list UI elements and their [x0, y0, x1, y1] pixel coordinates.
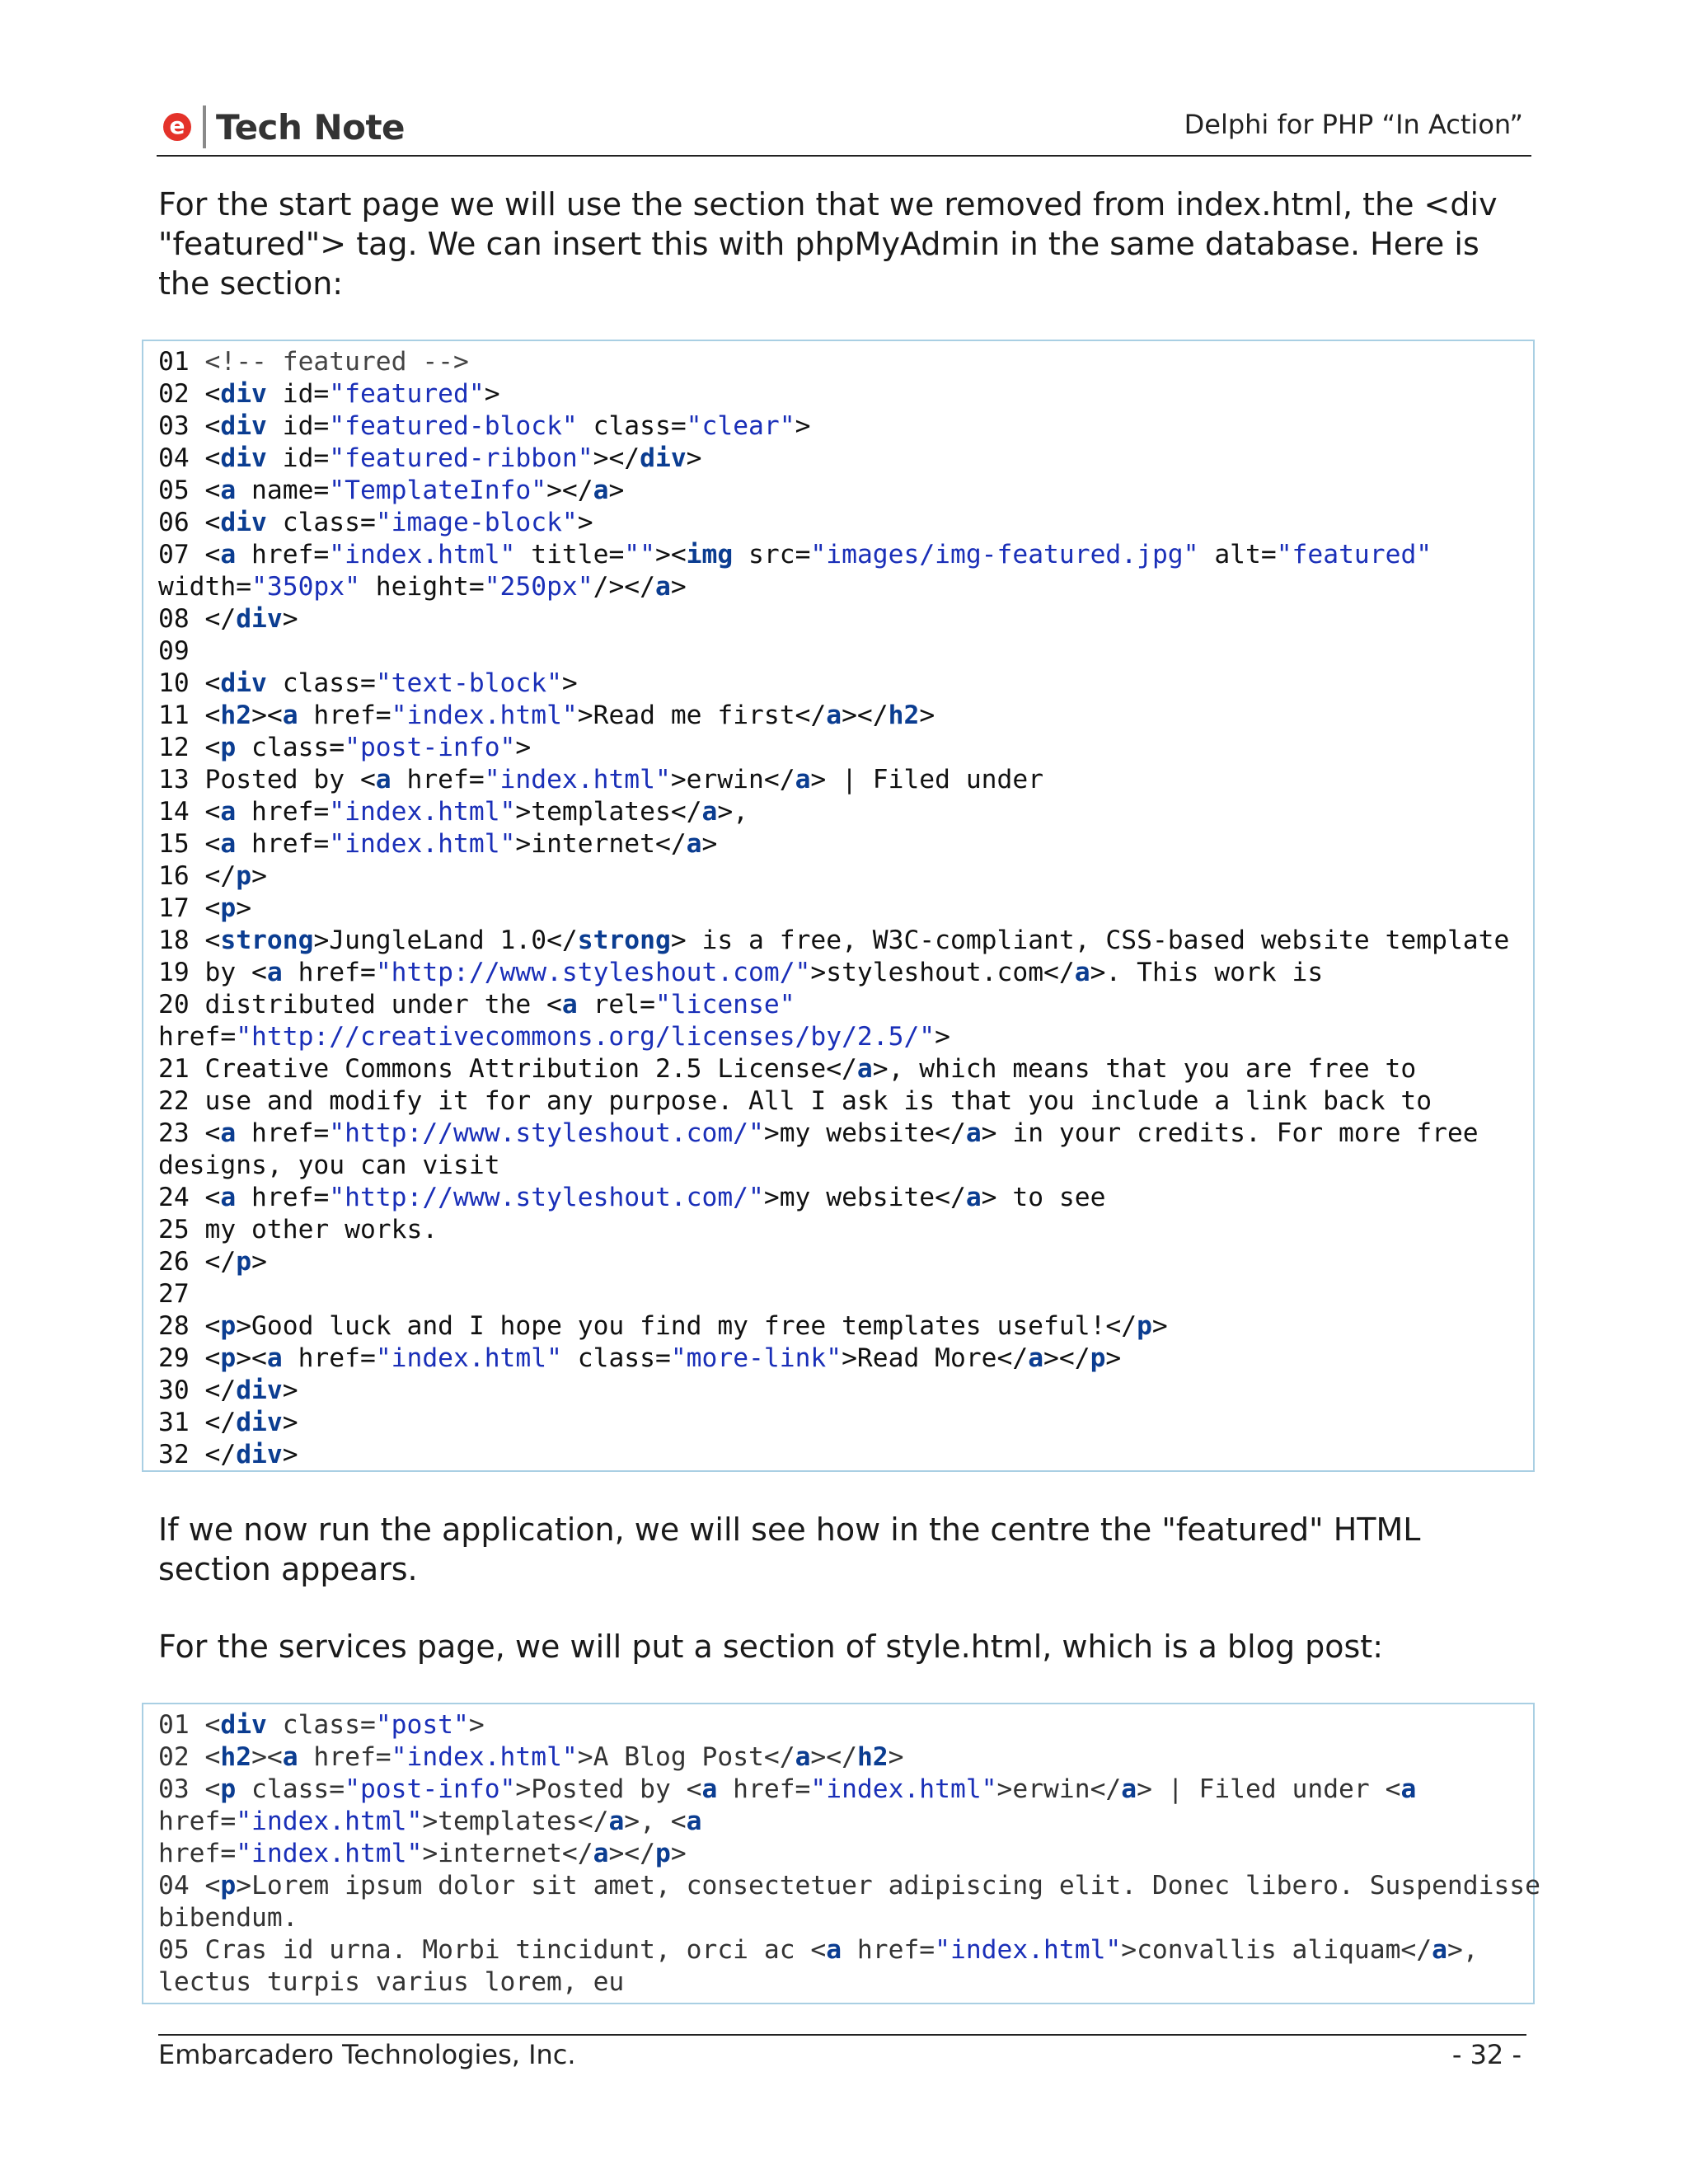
- blog-post-code-line: href="index.html">internet</a></p>: [158, 1839, 687, 1868]
- featured-code-line: 01 <!-- featured -->: [158, 347, 469, 377]
- featured-code-line: 23 <a href="http://www.styleshout.com/">my website</a> in your credits. For more free: [158, 1118, 1479, 1148]
- run-paragraph: If we now run the application, we will see how in the centre the "featured" HTML section appears.: [158, 1511, 1421, 1587]
- blog-post-code-line: 04 <p>Lorem ipsum dolor sit amet, consectetuer adipiscing elit. Donec libero. Suspendisse: [158, 1871, 1540, 1900]
- featured-code-line: 06 <div class="image-block">: [158, 508, 593, 537]
- blog-post-code-line: 03 <p class="post-info">Posted by <a href="index.html">erwin</a> | Filed under <a: [158, 1774, 1417, 1804]
- logo-text: Tech Note: [216, 106, 406, 148]
- featured-code-line: 29 <p><a href="index.html" class="more-link">Read More</a></p>: [158, 1343, 1122, 1373]
- featured-code-line: 08 </div>: [158, 604, 298, 634]
- featured-code-line: 19 by <a href="http://www.styleshout.com/">styleshout.com</a>. This work is: [158, 958, 1324, 987]
- blog-post-code-line: lectus turpis varius lorem, eu: [158, 1967, 625, 1997]
- blog-post-code-line: href="index.html">templates</a>, <a: [158, 1807, 702, 1836]
- featured-code-line: 28 <p>Good luck and I hope you find my free templates useful!</p>: [158, 1311, 1168, 1341]
- featured-code-line: 30 </div>: [158, 1376, 298, 1405]
- intro-paragraph: For the start page we will use the section that we removed from index.html, the <div "featured"> tag. We can insert this with phpMyAdmin in the same database. Here is the section:: [158, 186, 1498, 302]
- featured-code-line: 14 <a href="index.html">templates</a>,: [158, 797, 749, 827]
- featured-code-line: href="http://creativecommons.org/licenses/by/2.5/">: [158, 1022, 950, 1052]
- featured-code-line: 02 <div id="featured">: [158, 379, 500, 409]
- embarcadero-logo: [163, 105, 405, 148]
- featured-code-line: 21 Creative Commons Attribution 2.5 License</a>, which means that you are free to: [158, 1054, 1417, 1084]
- featured-code-line: 26 </p>: [158, 1247, 267, 1277]
- logo-divider: [203, 105, 206, 148]
- featured-code-line: width="350px" height="250px"/></a>: [158, 572, 687, 602]
- featured-code-line: 22 use and modify it for any purpose. All I ask is that you include a link back to: [158, 1086, 1432, 1116]
- featured-code-line: 32 </div>: [158, 1440, 298, 1469]
- featured-code-line: 04 <div id="featured-ribbon"></div>: [158, 443, 702, 473]
- blog-post-code-line: 01 <div class="post">: [158, 1710, 485, 1740]
- page-number: - 32 -: [1451, 2039, 1522, 2070]
- footer-company: Embarcadero Technologies, Inc.: [158, 2039, 576, 2070]
- featured-code-line: 17 <p>: [158, 893, 252, 923]
- code-block-featured: [142, 340, 1535, 1472]
- featured-code-line: 25 my other works.: [158, 1215, 438, 1244]
- featured-code-line: 03 <div id="featured-block" class="clear">: [158, 411, 811, 441]
- featured-code-line: 11 <h2><a href="index.html">Read me first</a></h2>: [158, 701, 935, 730]
- featured-code-line: 10 <div class="text-block">: [158, 668, 578, 698]
- services-paragraph: For the services page, we will put a section of style.html, which is a blog post:: [158, 1629, 1384, 1665]
- featured-code-line: designs, you can visit: [158, 1151, 500, 1180]
- code-block-blog-post: [142, 1703, 1540, 2004]
- featured-code-line: 15 <a href="index.html">internet</a>: [158, 829, 718, 859]
- featured-code-line: 07 <a href="index.html" title=""><img src="images/img-featured.jpg" alt="featured": [158, 540, 1432, 569]
- featured-code-line: 05 <a name="TemplateInfo"></a>: [158, 476, 625, 505]
- featured-code-line: 09: [158, 636, 190, 666]
- blog-post-code-line: bibendum.: [158, 1903, 298, 1933]
- featured-code-line: 12 <p class="post-info">: [158, 733, 532, 762]
- featured-code-line: 13 Posted by <a href="index.html">erwin</a> | Filed under: [158, 765, 1044, 794]
- footer-rule: [158, 2034, 1526, 2036]
- document-title: Delphi for PHP “In Action”: [1184, 109, 1523, 140]
- page-header: [157, 97, 1531, 157]
- featured-code-line: 20 distributed under the <a rel="license": [158, 990, 795, 1019]
- featured-code-line: 18 <strong>JungleLand 1.0</strong> is a free, W3C-compliant, CSS-based website template: [158, 926, 1510, 955]
- featured-code-line: 31 </div>: [158, 1408, 298, 1437]
- blog-post-code-line: 02 <h2><a href="index.html">A Blog Post</a></h2>: [158, 1742, 904, 1772]
- logo-e-icon: e: [163, 113, 191, 141]
- blog-post-code-line: 05 Cras id urna. Morbi tincidunt, orci ac <a href="index.html">convallis aliquam</a>,: [158, 1935, 1479, 1965]
- featured-code-line: 24 <a href="http://www.styleshout.com/">my website</a> to see: [158, 1183, 1106, 1212]
- featured-code-line: 16 </p>: [158, 861, 267, 891]
- featured-code-line: 27: [158, 1279, 190, 1309]
